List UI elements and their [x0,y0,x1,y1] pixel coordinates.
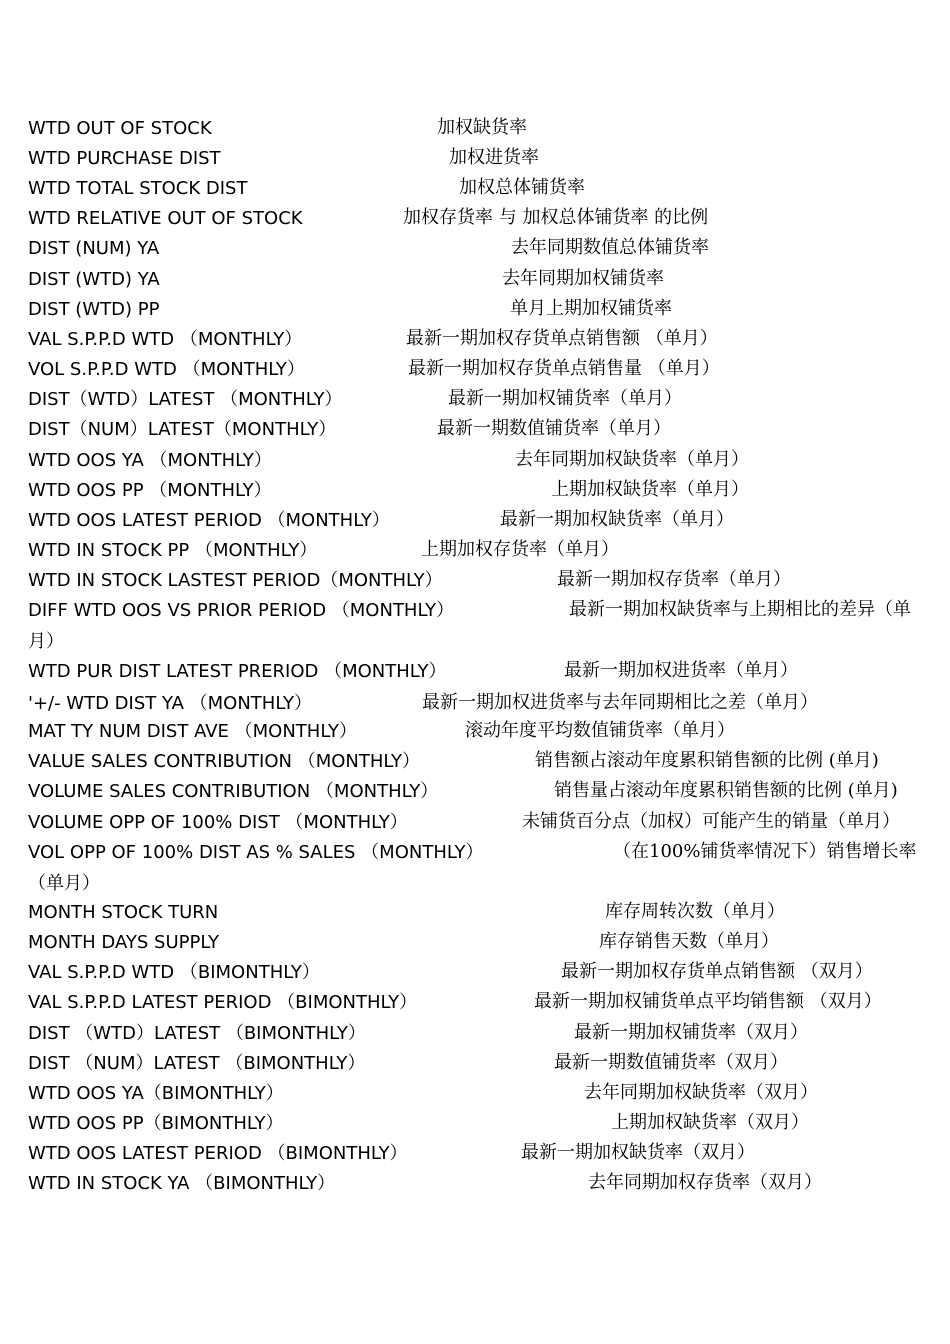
term-chinese: 最新一期加权铺货率（单月） [448,388,682,409]
term-chinese: 最新一期加权进货率（单月） [564,660,798,681]
term-chinese: 单月上期加权铺货率 [510,298,672,319]
term-english: VAL S.P.P.D WTD （MONTHLY） [28,329,303,350]
term-chinese: 去年同期加权缺货率（单月） [515,449,749,470]
term-row [28,1018,938,1048]
term-english: DIFF WTD OOS VS PRIOR PERIOD （MONTHLY） [28,600,455,621]
term-chinese: 销售量占滚动年度累积销售额的比例 (单月) [554,780,898,801]
term-row [28,294,938,324]
term-chinese: 库存销售天数（单月） [599,931,779,952]
term-english: VOLUME SALES CONTRIBUTION （MONTHLY） [28,781,439,802]
term-english: WTD PUR DIST LATEST PRERIOD （MONTHLY） [28,661,447,682]
term-english: WTD IN STOCK LASTEST PERIOD（MONTHLY） [28,570,443,591]
term-row [28,987,938,1017]
term-english: MONTH DAYS SUPPLY [28,932,219,953]
term-english: DIST (WTD) PP [28,299,160,320]
term-english: WTD PURCHASE DIST [28,148,221,169]
term-row [28,505,938,535]
term-row [28,776,938,806]
term-row [28,233,938,263]
term-english: WTD OOS YA（BIMONTHLY） [28,1083,284,1104]
term-row [28,414,938,444]
term-chinese: 加权存货率 与 加权总体铺货率 的比例 [403,207,709,228]
term-chinese: 最新一期加权存货单点销售额 （双月） [561,961,873,982]
term-english: VOLUME OPP OF 100% DIST （MONTHLY） [28,812,408,833]
term-chinese: 加权缺货率 [437,117,527,138]
term-row [28,1138,938,1168]
term-chinese: 去年同期数值总体铺货率 [511,237,709,258]
term-english: WTD OOS YA （MONTHLY） [28,450,272,471]
term-row-wrapped [28,595,938,657]
term-chinese: 最新一期加权存货单点销售额 （单月） [406,328,718,349]
term-chinese: 上期加权缺货率（双月） [611,1112,809,1133]
term-chinese: 未铺货百分点（加权）可能产生的销量（单月） [522,811,900,832]
term-chinese: 滚动年度平均数值铺货率（单月） [465,720,735,741]
term-english: WTD OUT OF STOCK [28,118,212,139]
term-chinese: 最新一期数值铺货率（双月） [554,1052,788,1073]
term-chinese: 上期加权存货率（单月） [421,539,619,560]
term-row [28,535,938,565]
term-chinese: 最新一期加权存货单点销售量 （单月） [408,358,720,379]
term-chinese: 最新一期加权铺货单点平均销售额 （双月） [534,991,882,1012]
term-row [28,264,938,294]
term-row-wrapped [28,837,938,899]
term-english: VALUE SALES CONTRIBUTION （MONTHLY） [28,751,421,772]
term-english: WTD OOS LATEST PERIOD （MONTHLY） [28,510,390,531]
term-english: MAT TY NUM DIST AVE （MONTHLY） [28,721,357,742]
term-row [28,1108,938,1138]
term-row [28,1078,938,1108]
term-english: VAL S.P.P.D WTD （BIMONTHLY） [28,962,320,983]
term-english: WTD OOS PP （MONTHLY） [28,480,272,501]
term-row [28,445,938,475]
term-row [28,354,938,384]
term-english: DIST（NUM）LATEST（MONTHLY） [28,419,337,440]
term-english: VOL OPP OF 100% DIST AS % SALES （MONTHLY） [28,842,484,863]
term-row [28,927,938,957]
term-chinese: 最新一期加权存货率（单月） [557,569,791,590]
term-english: DIST （WTD）LATEST （BIMONTHLY） [28,1023,366,1044]
term-english: VAL S.P.P.D LATEST PERIOD （BIMONTHLY） [28,992,418,1013]
term-chinese: 最新一期加权缺货率（双月） [521,1142,755,1163]
term-english: WTD IN STOCK PP （MONTHLY） [28,540,318,561]
term-chinese: 去年同期加权缺货率（双月） [584,1082,818,1103]
term-english: WTD OOS PP（BIMONTHLY） [28,1113,284,1134]
term-row [28,384,938,414]
term-english: WTD OOS LATEST PERIOD （BIMONTHLY） [28,1143,408,1164]
term-row [28,1048,938,1078]
term-row [28,113,938,143]
term-chinese-continuation: 月） [28,631,64,652]
term-english: DIST (NUM) YA [28,238,160,259]
term-row [28,716,938,746]
term-english: DIST （NUM）LATEST （BIMONTHLY） [28,1053,366,1074]
term-chinese: （在100%铺货率情况下）销售增长率 [613,841,917,862]
term-english: DIST（WTD）LATEST （MONTHLY） [28,389,343,410]
term-chinese: 销售额占滚动年度累积销售额的比例 (单月) [535,750,879,771]
term-english: WTD RELATIVE OUT OF STOCK [28,208,303,229]
term-row [28,565,938,595]
term-chinese: 上期加权缺货率（单月） [551,479,749,500]
term-chinese: 最新一期加权铺货率（双月） [574,1022,808,1043]
term-chinese: 最新一期加权缺货率（单月） [500,509,734,530]
term-row [28,688,938,718]
term-row [28,957,938,987]
term-row [28,143,938,173]
term-chinese: 加权进货率 [449,147,539,168]
term-english: WTD IN STOCK YA （BIMONTHLY） [28,1173,336,1194]
term-english: MONTH STOCK TURN [28,902,219,923]
term-chinese: 库存周转次数（单月） [605,901,785,922]
term-english: DIST (WTD) YA [28,269,160,290]
term-row [28,897,938,927]
term-row [28,475,938,505]
term-chinese: 去年同期加权存货率（双月） [588,1172,822,1193]
term-chinese: 最新一期加权进货率与去年同期相比之差（单月） [422,692,818,713]
term-chinese: 最新一期加权缺货率与上期相比的差异（单 [569,599,911,620]
term-row [28,656,938,686]
term-chinese: 最新一期数值铺货率（单月） [437,418,671,439]
term-row [28,324,938,354]
term-chinese: 去年同期加权铺货率 [502,268,664,289]
term-row [28,173,938,203]
term-row [28,807,938,837]
term-chinese: 加权总体铺货率 [459,177,585,198]
term-chinese-continuation: （单月） [28,873,100,894]
term-row [28,746,938,776]
term-english: VOL S.P.P.D WTD （MONTHLY） [28,359,305,380]
term-english: '+/- WTD DIST YA （MONTHLY） [28,693,312,714]
term-english: WTD TOTAL STOCK DIST [28,178,248,199]
term-row [28,203,938,233]
term-row [28,1168,938,1198]
